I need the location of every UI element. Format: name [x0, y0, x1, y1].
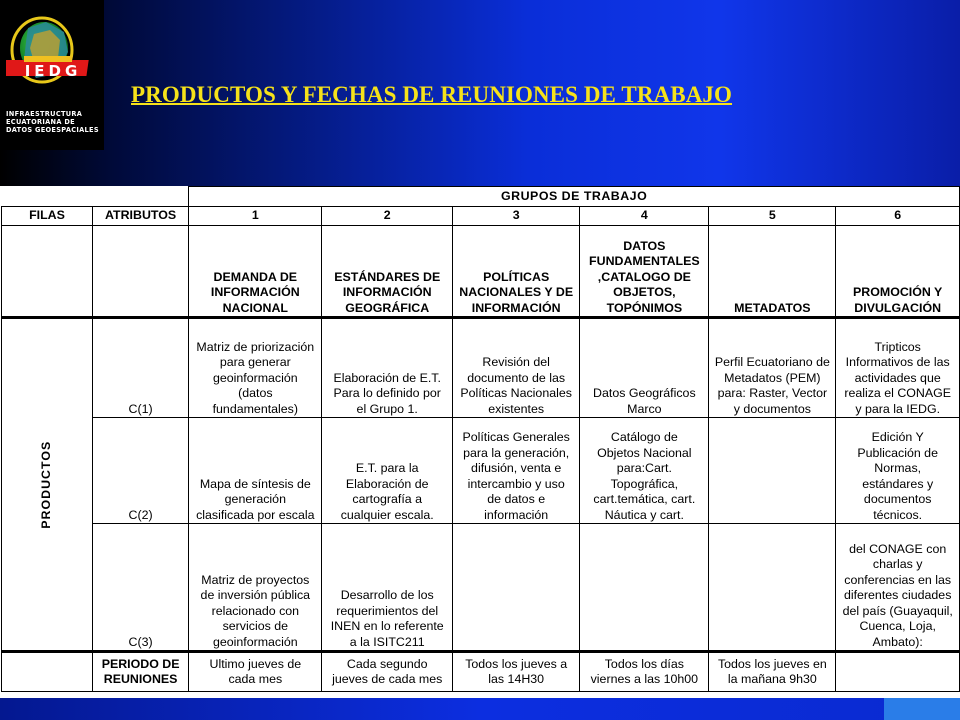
cell-c2-4: Catálogo de Objetos Nacional para:Cart. Topográfica, cart.temática, cart. Náutica y cart.: [580, 418, 709, 524]
group-name-2: ESTÁNDARES DE INFORMACIÓN GEOGRÁFICA: [322, 226, 453, 318]
attr-c3: C(3): [92, 524, 188, 652]
cell-c3-2: Desarrollo de los requerimientos del INEN en lo referente a la ISITC211: [322, 524, 453, 652]
corner-block: [884, 698, 960, 720]
empty-cell: [2, 652, 93, 692]
cell-c2-5: [709, 418, 836, 524]
work-groups-table: [1, 186, 960, 692]
attr-c1: C(1): [92, 318, 188, 418]
logo-line: INFRAESTRUCTURA: [6, 110, 83, 118]
group-name-4: DATOS FUNDAMENTALES ,CATALOGO DE OBJETOS, TOPÓNIMOS: [580, 226, 709, 318]
col-number-1: 1: [189, 207, 322, 226]
periodo-2: Cada segundo jueves de cada mes: [322, 652, 453, 692]
periodo-6: [836, 652, 960, 692]
col-number-5: 5: [709, 207, 836, 226]
cell-c2-1: Mapa de síntesis de generación clasificada por escala: [189, 418, 322, 524]
cell-c3-6: del CONAGE con charlas y conferencias en las diferentes ciudades del país (Guayaquil, Cuenca, Loja, Ambato):: [836, 524, 960, 652]
cell-c1-3: Revisión del documento de las Políticas Nacionales existentes: [453, 318, 580, 418]
cell-c3-3: [453, 524, 580, 652]
cell-c1-2: Elaboración de E.T. Para lo definido por el Grupo 1.: [322, 318, 453, 418]
iedg-logo: [0, 0, 104, 150]
group-name-6: PROMOCIÓN Y DIVULGACIÓN: [836, 226, 960, 318]
periodo-4: Todos los días viernes a las 10h00: [580, 652, 709, 692]
productos-label: PRODUCTOS: [39, 440, 54, 529]
col-number-3: 3: [453, 207, 580, 226]
col-number-4: 4: [580, 207, 709, 226]
cell-c1-6: Tripticos Informativos de las actividades que realiza el CONAGE y para la IEDG.: [836, 318, 960, 418]
logo-acronym: IEDG: [24, 62, 82, 80]
col-atributos: ATRIBUTOS: [92, 207, 188, 226]
group-header: GRUPOS DE TRABAJO: [189, 187, 960, 207]
cell-c2-6: Edición Y Publicación de Normas, estándares y documentos técnicos.: [836, 418, 960, 524]
attr-c2: C(2): [92, 418, 188, 524]
periodo-3: Todos los jueves a las 14H30: [453, 652, 580, 692]
periodo-5: Todos los jueves en la mañana 9h30: [709, 652, 836, 692]
group-name-3: POLÍTICAS NACIONALES Y DE INFORMACIÓN: [453, 226, 580, 318]
slide-title: PRODUCTOS Y FECHAS DE REUNIONES DE TRABAJO: [131, 82, 733, 107]
cell-c1-5: Perfil Ecuatoriano de Metadatos (PEM) para: Raster, Vector y documentos: [709, 318, 836, 418]
cell-c2-3: Políticas Generales para la generación, difusión, venta e intercambio y uso de datos e información: [453, 418, 580, 524]
table-sheet: [0, 186, 960, 698]
empty-cell: [92, 226, 188, 318]
logo-line: ECUATORIANA DE: [6, 118, 75, 127]
bottom-bar: [0, 698, 960, 720]
cell-c3-1: Matriz de proyectos de inversión pública relacionado con servicios de geoinformación: [189, 524, 322, 652]
col-filas: FILAS: [2, 207, 93, 226]
productos-label-cell: [2, 318, 93, 652]
logo-text: [6, 110, 102, 135]
col-number-6: 6: [836, 207, 960, 226]
empty-cell: [2, 226, 93, 318]
cell-c1-4: Datos Geográficos Marco: [580, 318, 709, 418]
periodo-1: Ultimo jueves de cada mes: [189, 652, 322, 692]
periodo-label: PERIODO DE REUNIONES: [92, 652, 188, 692]
ecuador-map-logo-icon: [6, 8, 98, 108]
group-name-1: DEMANDA DE INFORMACIÓN NACIONAL: [189, 226, 322, 318]
cell-c3-5: [709, 524, 836, 652]
col-number-2: 2: [322, 207, 453, 226]
cell-c2-2: E.T. para la Elaboración de cartografía a cualquier escala.: [322, 418, 453, 524]
group-name-5: METADATOS: [709, 226, 836, 318]
cell-c1-1: Matriz de priorización para generar geoinformación (datos fundamentales): [189, 318, 322, 418]
logo-line: DATOS GEOESPACIALES: [6, 126, 99, 135]
cell-c3-4: [580, 524, 709, 652]
